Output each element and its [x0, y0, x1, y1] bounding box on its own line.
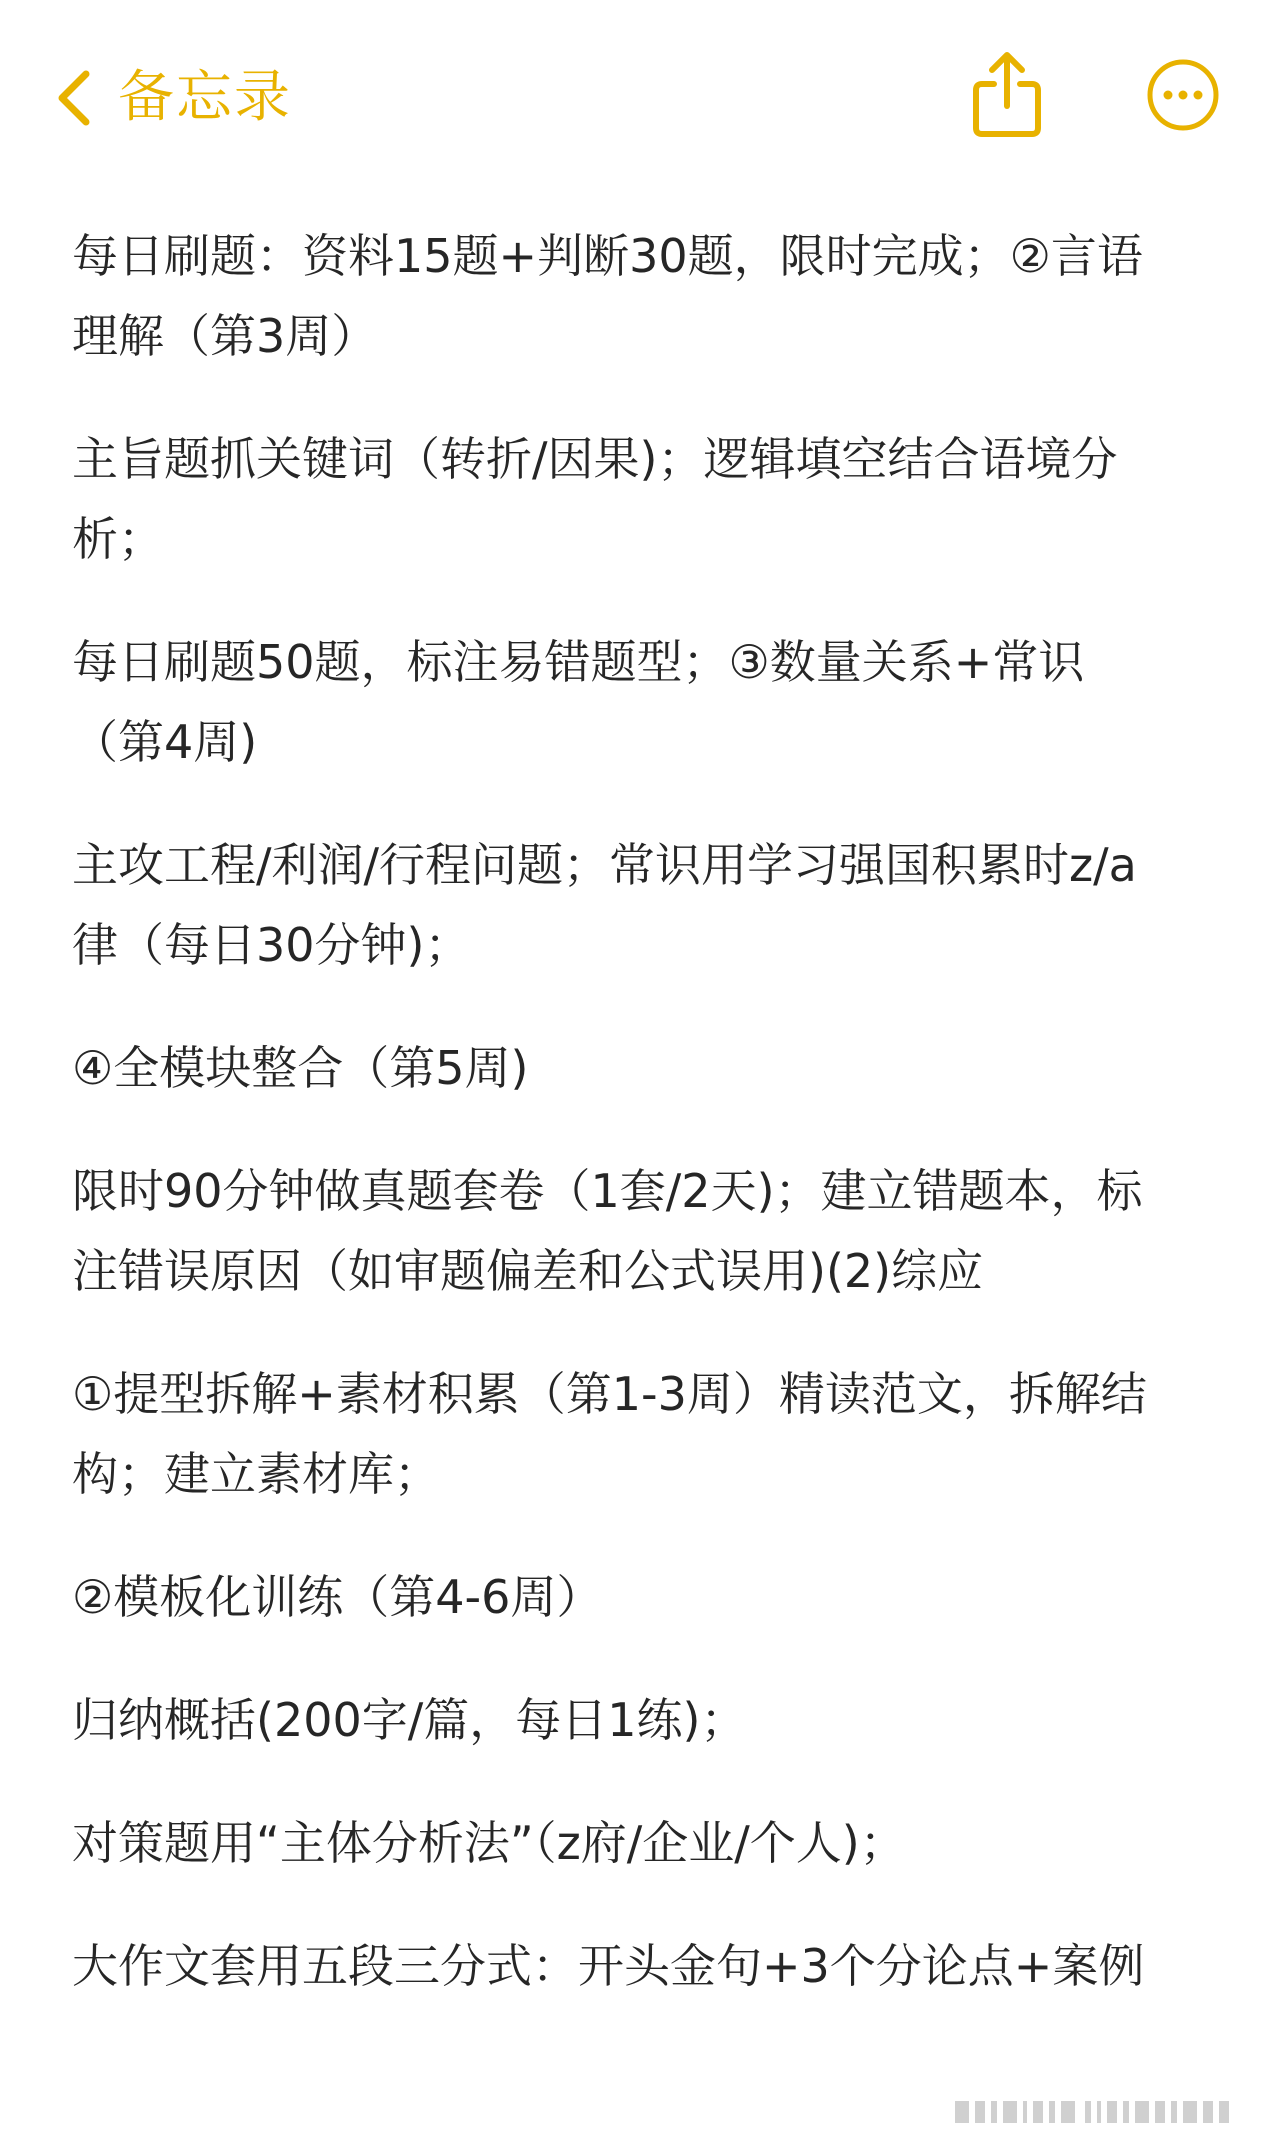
note-line: 理解（第3周） [72, 309, 378, 363]
note-paragraph [72, 1557, 1212, 1637]
navigation-bar [0, 0, 1280, 190]
note-paragraph [72, 825, 1212, 985]
back-button-label: 备忘录 [118, 65, 292, 130]
note-paragraph [72, 1151, 1212, 1311]
note-line: 构；建立素材库； [72, 1447, 440, 1501]
share-icon[interactable] [970, 48, 1044, 138]
ellipsis-circle-icon[interactable] [1146, 58, 1220, 132]
note-paragraph [72, 1680, 1212, 1760]
note-paragraph [72, 1803, 1212, 1883]
note-line: ④全模块整合（第5周) [72, 1041, 529, 1095]
note-line: 主旨题抓关键词（转折/因果)；逻辑填空结合语境分 [72, 432, 1118, 486]
note-line: ②模板化训练（第4-6周） [72, 1570, 603, 1624]
note-line: ①提型拆解+素材积累（第1-3周）精读范文，拆解结 [72, 1367, 1147, 1421]
note-line: 每日刷题：资料15题+判断30题，限时完成；②言语 [72, 229, 1143, 283]
note-line: 析； [72, 512, 164, 566]
note-content[interactable] [72, 216, 1212, 2049]
bottom-edge-marks [0, 2093, 1280, 2133]
note-line: 每日刷题50题，标注易错题型；③数量关系+常识 [72, 635, 1085, 689]
note-paragraph [72, 1926, 1212, 2006]
note-paragraph [72, 622, 1212, 782]
note-line: （第4周) [72, 715, 258, 769]
note-line: 对策题用“主体分析法”（z府/企业/个人)； [72, 1816, 906, 1870]
chevron-left-icon [52, 68, 96, 128]
note-line: 主攻工程/利润/行程问题；常识用学习强国积累时z/a [72, 838, 1137, 892]
back-button[interactable] [52, 58, 292, 138]
note-paragraph [72, 419, 1212, 579]
note-line: 律（每日30分钟)； [72, 918, 471, 972]
note-line: 限时90分钟做真题套卷（1套/2天)；建立错题本，标 [72, 1164, 1143, 1218]
note-line: 注错误原因（如审题偏差和公式误用)(2)综应 [72, 1244, 984, 1298]
note-line: 大作文套用五段三分式：开头金句+3个分论点+案例 [72, 1939, 1145, 1993]
note-paragraph [72, 216, 1212, 376]
note-paragraph [72, 1028, 1212, 1108]
note-paragraph [72, 1354, 1212, 1514]
note-line: 归纳概括(200字/篇，每日1练)； [72, 1693, 747, 1747]
